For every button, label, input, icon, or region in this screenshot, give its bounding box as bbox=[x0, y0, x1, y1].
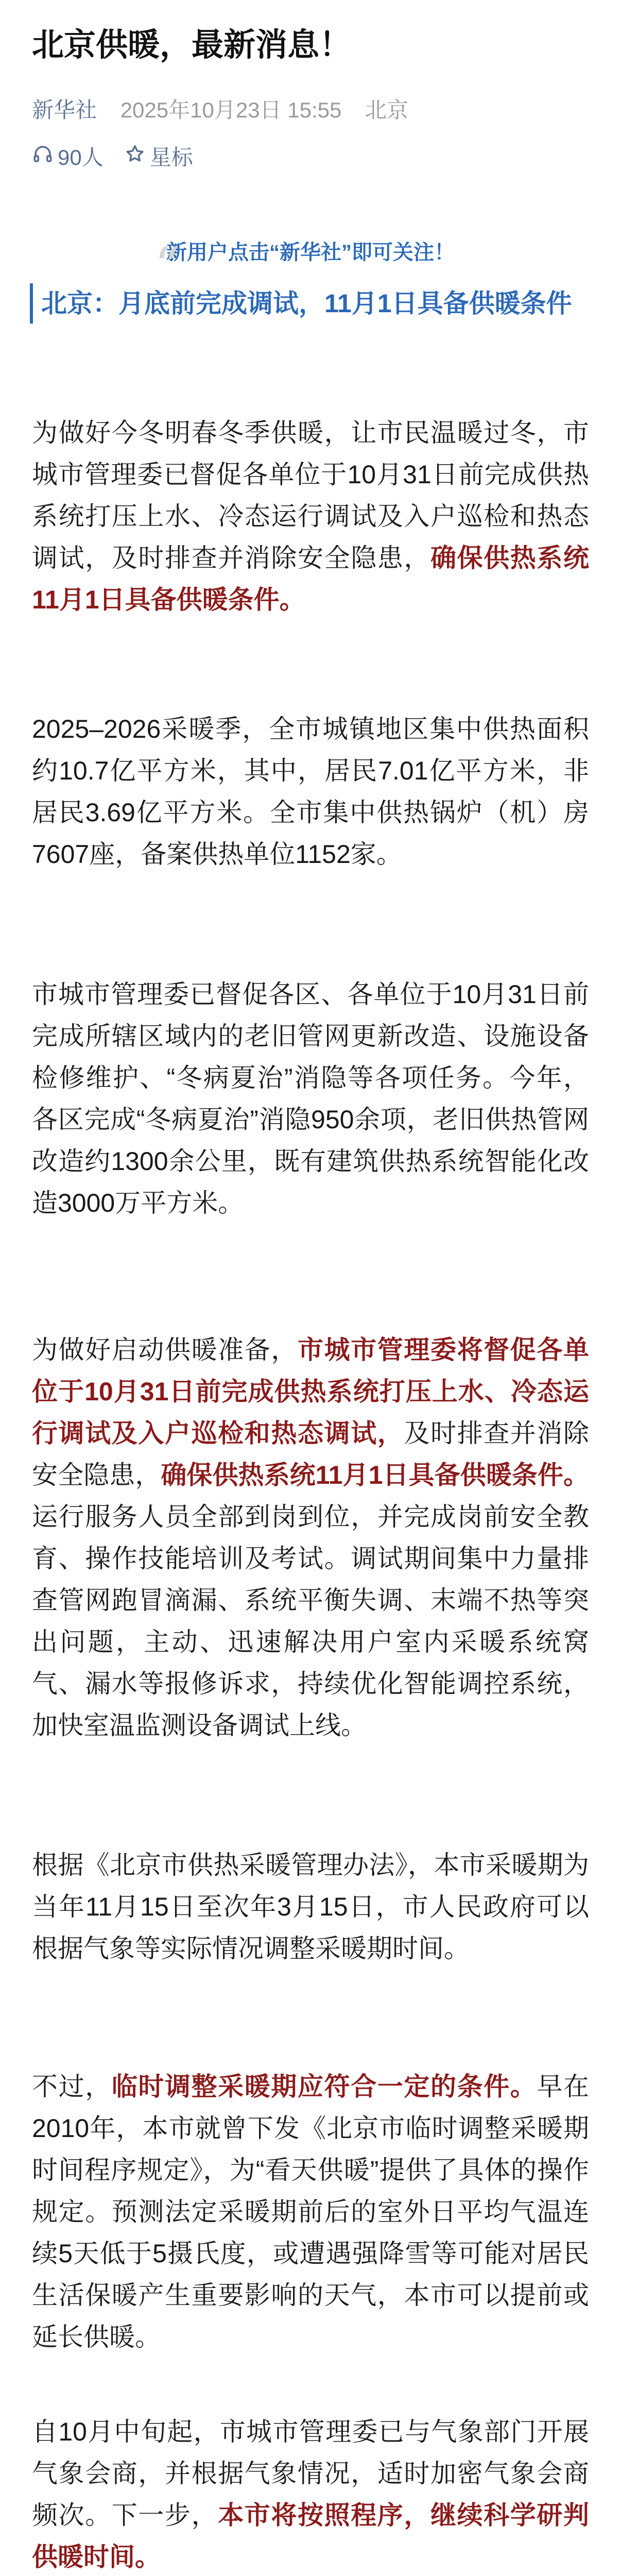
open-quote-icon: “ bbox=[154, 237, 180, 295]
emphasis-text: 确保供热系统11月1日具备供暖条件。 bbox=[161, 1461, 590, 1489]
paragraph-text: 运行服务人员全部到岗到位，并完成岗前安全教育、操作技能培训及考试。调试期间集中力量排查管网跑冒滴漏、系统平衡失调、末端不热等突出问题，主动、迅速解决用户室内采暖系统窝气、漏水等报修诉求，持续优化智能调控系统，加快室温监测设备调试上线。 bbox=[32, 1502, 589, 1740]
source-name[interactable]: 新华社 bbox=[32, 98, 97, 122]
star-outline-icon bbox=[124, 143, 150, 172]
paragraph-6 bbox=[32, 2066, 589, 2358]
paragraph-4 bbox=[32, 1329, 589, 1747]
emphasis-text: 临时调整采暖期应符合一定的条件。 bbox=[111, 2072, 537, 2101]
listen-count: 90人 bbox=[58, 145, 104, 170]
paragraph-7 bbox=[32, 2411, 589, 2576]
paragraph-text: 2025–2026采暖季，全市城镇地区集中供热面积约10.7亿平方米，其中，居民7.01亿平方米，非居民3.69亿平方米。全市集中供热锅炉（机）房7607座，备案供热单位1152家。 bbox=[32, 715, 589, 869]
star-label: 星标 bbox=[149, 145, 193, 170]
paragraph-3 bbox=[32, 974, 589, 1224]
paragraph-text: 为做好今冬明春冬季供暖，让市民温暖过冬，市城市管理委已督促各单位于10月31日前完成供热系统打压上水、冷态运行调试及入户巡检和热态调试，及时排查并消除安全隐患， bbox=[32, 418, 589, 572]
article-meta bbox=[32, 96, 408, 125]
follow-banner[interactable]: 新用户点击“新华社”即可关注！ bbox=[166, 241, 455, 264]
publish-location: 北京 bbox=[365, 98, 409, 122]
paragraph-1 bbox=[32, 412, 589, 621]
paragraph-text: 自10月中旬起，市城市管理委已与气象部门开展气象会商，并根据气象情况，适时加密气象会商频次。下一步， bbox=[32, 2417, 589, 2530]
paragraph-text: 根据《北京市供热采暖管理办法》，本市采暖期为当年11月15日至次年3月15日，市人民政府可以根据气象等实际情况调整采暖期时间。 bbox=[32, 1851, 589, 1963]
headphones-icon bbox=[32, 143, 58, 172]
publish-date: 2025年10月23日 15:55 bbox=[120, 98, 342, 122]
article-title: 北京供暖，最新消息！ bbox=[32, 27, 352, 63]
emphasis-text: 市城市管理委将督促各单位于10月31日前完成供热系统打压上水、冷态运行调试及入户巡检和热态调试， bbox=[32, 1335, 589, 1448]
paragraph-5 bbox=[32, 1844, 589, 1970]
paragraph-text: 早在2010年，本市就曾下发《北京市临时调整采暖期时间程序规定》，为“看天供暖”提供了具体的操作规定。预测法定采暖期前后的室外日平均气温连续5天低于5摄氏度，或遭遇强降雪等可能对居民生活保暖产生重要影响的天气，本市可以提前或延长供暖。 bbox=[32, 2072, 590, 2351]
article-actions bbox=[32, 143, 214, 172]
section-subheading: 北京：月底前完成调试，11月1日具备供暖条件 bbox=[30, 283, 602, 324]
listen-button[interactable] bbox=[32, 143, 104, 172]
star-button[interactable] bbox=[124, 143, 193, 172]
paragraph-text: 市城市管理委已督促各区、各单位于10月31日前完成所辖区域内的老旧管网更新改造、设施设备检修维护、“冬病夏治”消隐等各项任务。今年，各区完成“冬病夏治”消隐950余项，老旧供热管网改造约1300余公里，既有建筑供热系统智能化改造3000万平方米。 bbox=[32, 980, 589, 1217]
emphasis-text: 本市将按照程序，继续科学研判供暖时间。 bbox=[32, 2501, 590, 2571]
emphasis-text: 确保供热系统11月1日具备供暖条件。 bbox=[32, 544, 589, 614]
paragraph-text: 及时排查并消除安全隐患， bbox=[32, 1419, 590, 1489]
paragraph-2 bbox=[32, 708, 589, 875]
paragraph-text: 不过， bbox=[32, 2072, 112, 2101]
paragraph-text: 为做好启动供暖准备， bbox=[32, 1335, 298, 1364]
